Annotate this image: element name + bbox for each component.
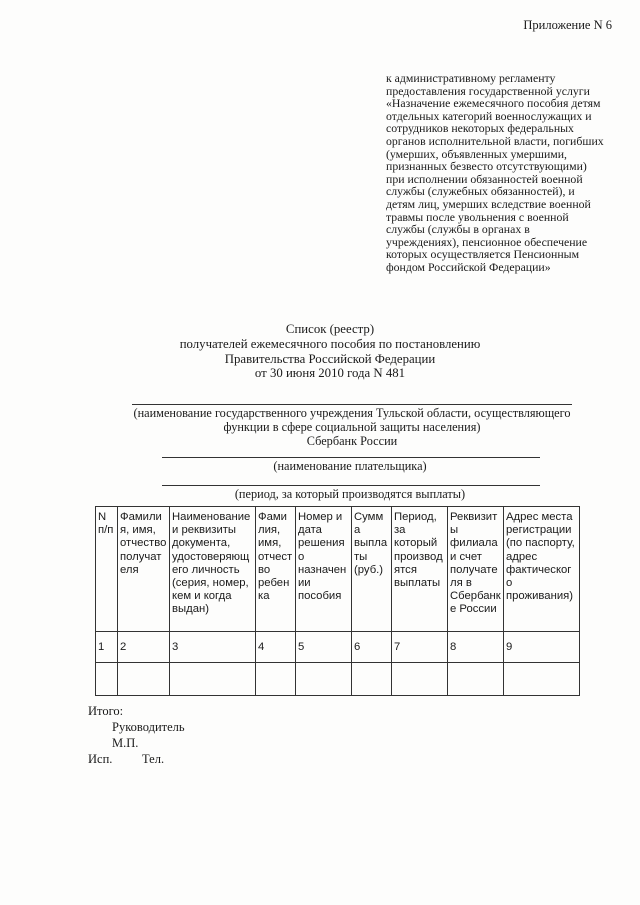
header-cell-number: N п/п [96,507,118,632]
table-empty-row [96,663,580,696]
header-cell-period: Период, за который производятся выплаты [392,507,448,632]
empty-cell [118,663,170,696]
bank-name: Сбербанк России [306,434,398,448]
period-note: (период, за который производятся выплаты) [234,487,466,501]
column-number: 8 [448,632,504,663]
list-title [170,322,490,381]
list-title-line: от 30 июня 2010 года N 481 [254,366,406,381]
caption-line: при исполнении обязанностей военной [386,171,583,186]
column-number: 7 [392,632,448,663]
period-line [162,485,540,486]
column-number: 5 [296,632,352,663]
recipients-table [95,506,580,696]
header-cell-address: Адрес места регистрации (по паспорту, адрес фактического проживания) [504,507,580,632]
caption-line: детям лиц, умерших вследствие военной [386,196,591,211]
caption-line: службы (службы в органах в [386,222,530,237]
caption-line: «Назначение ежемесячного пособия детям [386,96,601,111]
institution-line [132,404,572,405]
phone-label: Тел. [142,752,165,766]
empty-cell [352,663,392,696]
header-cell-identity-document: Наименование и реквизиты документа, удостоверяющего личность (серия, номер, кем и когда выдан) [170,507,256,632]
header-cell-recipient-name: Фамилия, имя, отчество получателя [118,507,170,632]
payer-line [162,457,540,458]
empty-cell [96,663,118,696]
caption-line: (умерших, объявленных умершими, [386,146,568,161]
list-title-line: Список (реестр) [285,322,375,336]
header-cell-child-name: Фамилия, имя, отчество ребенка [256,507,296,632]
column-number: 3 [170,632,256,663]
caption-line: фондом Российской Федерации» [386,259,551,274]
caption-line: травмы после увольнения с военной [386,209,569,224]
list-title-line: Правительства Российской Федерации [224,351,436,366]
caption-line: признанных безвесто отсутствующими) [386,159,587,174]
payer-note: (наименование плательщика) [273,459,427,473]
caption-line: сотрудников некоторых федеральных [386,121,574,136]
institution-note [112,406,592,434]
column-number: 1 [96,632,118,663]
column-number: 6 [352,632,392,663]
header-cell-bank-details: Реквизиты филиала и счет получателя в Сбербанке России [448,507,504,632]
empty-cell [392,663,448,696]
table-number-row [96,632,580,663]
executor-label: Исп. [88,752,113,766]
appendix-label: Приложение N 6 [523,18,612,32]
empty-cell [296,663,352,696]
table-header-row [96,507,580,632]
header-cell-decision: Номер и дата решения о назначении пособия [296,507,352,632]
empty-cell [448,663,504,696]
caption-line: отдельных категорий военнослужащих и [386,108,592,123]
caption-line: которых осуществляется Пенсионным [386,247,580,262]
caption-line: учреждениях), пенсионное обеспечение [386,234,588,249]
caption-line: предоставления государственной услуги [386,83,590,98]
column-number: 9 [504,632,580,663]
caption-line: к административному регламенту [386,71,556,85]
caption-line: службы (служебных обязанностей), и [386,184,575,199]
list-title-line: получателей ежемесячного пособия по постановлению [179,336,481,351]
head-signature-label: Руководитель [112,720,185,734]
column-number: 2 [118,632,170,663]
header-cell-amount: Сумма выплаты (руб.) [352,507,392,632]
institution-note-line: функции в сфере социальной защиты населения) [223,420,481,435]
seal-label: М.П. [112,736,139,750]
caption-line: органов исполнительной власти, погибших [386,133,604,148]
column-number: 4 [256,632,296,663]
regulation-caption [386,72,606,274]
institution-note-line: (наименование государственного учреждения Тульской области, осуществляющего [133,406,571,420]
total-label: Итого: [88,704,124,718]
empty-cell [170,663,256,696]
empty-cell [504,663,580,696]
empty-cell [256,663,296,696]
